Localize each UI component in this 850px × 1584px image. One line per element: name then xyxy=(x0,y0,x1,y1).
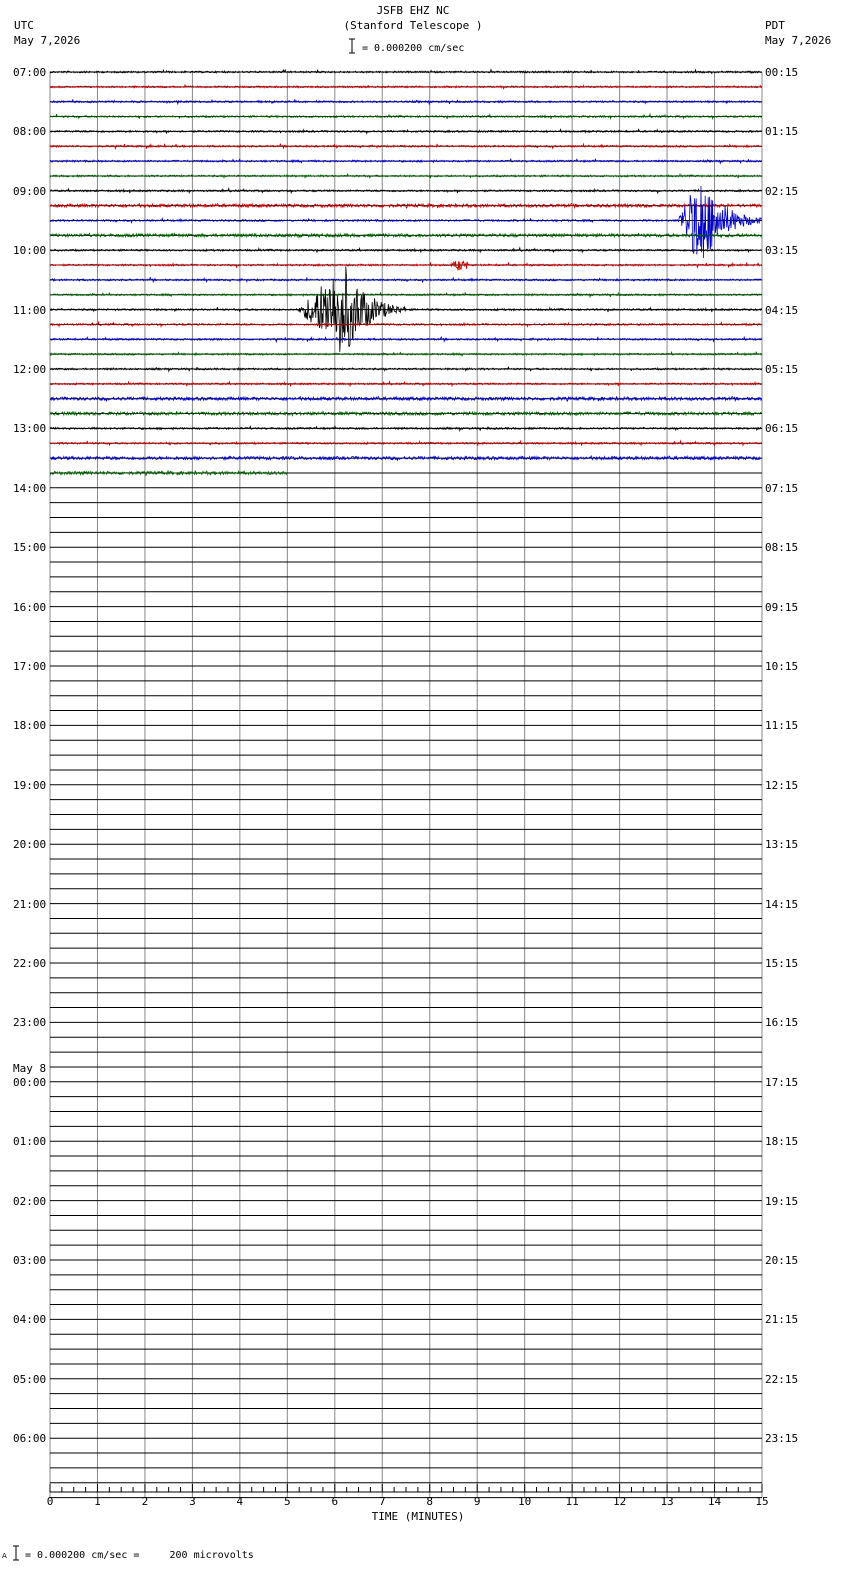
pdt-time-label: 12:15 xyxy=(765,778,799,792)
x-tick-label: 15 xyxy=(755,1495,769,1508)
right-date: May 7,2026 xyxy=(765,34,832,47)
utc-time-label: 14:00 xyxy=(13,481,47,495)
pdt-time-label: 13:15 xyxy=(765,838,799,852)
footer-scale-text: = 0.000200 cm/sec = 200 microvolts xyxy=(25,1550,254,1561)
utc-time-label: 09:00 xyxy=(13,184,47,198)
pdt-time-label: 14:15 xyxy=(765,897,799,911)
x-tick-label: 11 xyxy=(565,1495,579,1508)
utc-time-label: 07:00 xyxy=(13,66,47,79)
utc-time-label: 22:00 xyxy=(13,957,47,970)
pdt-time-label: 06:15 xyxy=(765,422,799,436)
utc-time-label: 17:00 xyxy=(13,660,47,673)
pdt-time-label: 00:15 xyxy=(765,66,799,79)
utc-time-label: 00:00 xyxy=(13,1075,47,1089)
scale-label: = 0.000200 cm/sec xyxy=(362,43,465,54)
utc-time-label: 11:00 xyxy=(13,303,47,317)
x-tick-label: 3 xyxy=(189,1495,196,1508)
utc-time-label: 16:00 xyxy=(13,600,47,614)
pdt-time-label: 15:15 xyxy=(765,957,799,970)
right-timezone: PDT xyxy=(765,19,785,32)
trace-row-13 xyxy=(50,261,762,270)
x-axis xyxy=(47,1484,769,1508)
utc-time-label: 15:00 xyxy=(13,541,47,555)
utc-time-label: 06:00 xyxy=(13,1432,47,1446)
trace-row-18 xyxy=(50,337,762,342)
utc-time-label: 21:00 xyxy=(13,897,47,911)
x-tick-label: 5 xyxy=(284,1495,291,1508)
x-tick-label: 9 xyxy=(473,1495,481,1508)
trace-group xyxy=(50,70,762,476)
utc-time-label: 01:00 xyxy=(13,1135,47,1149)
pdt-time-label: 19:15 xyxy=(765,1194,799,1208)
pdt-time-label: 18:15 xyxy=(765,1135,799,1149)
x-tick-label: 10 xyxy=(518,1495,532,1508)
trace-row-9 xyxy=(50,203,762,208)
utc-date-label: May 8 xyxy=(13,1061,47,1075)
trace-row-8 xyxy=(50,188,762,193)
x-tick-label: 0 xyxy=(46,1495,54,1508)
pdt-time-label: 03:15 xyxy=(765,244,799,258)
x-tick-label: 8 xyxy=(426,1495,434,1508)
station-subtitle: (Stanford Telescope ) xyxy=(343,19,483,32)
x-tick-label: 1 xyxy=(94,1495,101,1508)
utc-time-label: 04:00 xyxy=(13,1313,47,1327)
x-tick-label: 4 xyxy=(236,1495,244,1508)
pdt-time-label: 22:15 xyxy=(765,1372,799,1386)
trace-row-22 xyxy=(50,396,762,401)
pdt-time-label: 04:15 xyxy=(765,303,799,317)
pdt-time-label: 17:15 xyxy=(765,1075,799,1089)
trace-row-1 xyxy=(50,85,762,89)
pdt-time-label: 11:15 xyxy=(765,719,799,733)
utc-time-label: 02:00 xyxy=(13,1194,47,1208)
pdt-time-label: 07:15 xyxy=(765,481,799,495)
x-tick-label: 13 xyxy=(660,1495,674,1508)
x-tick-label: 6 xyxy=(331,1495,339,1508)
x-axis-title: TIME (MINUTES) xyxy=(371,1510,465,1523)
left-date: May 7,2026 xyxy=(14,34,81,47)
pdt-time-label: 23:15 xyxy=(765,1432,799,1446)
pdt-time-label: 16:15 xyxy=(765,1016,799,1030)
trace-row-2 xyxy=(50,99,762,104)
pdt-time-label: 01:15 xyxy=(765,125,799,139)
utc-time-label: 03:00 xyxy=(13,1254,47,1267)
pdt-time-label: 10:15 xyxy=(765,660,799,673)
pdt-time-label: 08:15 xyxy=(765,541,799,555)
utc-time-label: 12:00 xyxy=(13,363,47,376)
trace-row-25 xyxy=(50,441,762,446)
pdt-time-label: 02:15 xyxy=(765,184,799,198)
left-timezone: UTC xyxy=(14,19,34,32)
trace-row-10 xyxy=(50,186,762,258)
footer-scale-icon xyxy=(2,1545,20,1561)
utc-time-label: 08:00 xyxy=(13,125,47,139)
utc-time-label: 10:00 xyxy=(13,244,47,258)
x-tick-label: 7 xyxy=(378,1495,386,1508)
plot-grid xyxy=(50,72,762,1498)
x-tick-label: 2 xyxy=(141,1495,149,1508)
x-tick-label: 14 xyxy=(707,1495,722,1508)
pdt-time-label: 20:15 xyxy=(765,1254,799,1267)
utc-time-label: 20:00 xyxy=(13,838,47,852)
utc-time-label: 18:00 xyxy=(13,719,47,733)
x-tick-label: 12 xyxy=(612,1495,627,1508)
utc-time-label: 19:00 xyxy=(13,778,47,792)
pdt-time-label: 09:15 xyxy=(765,600,799,614)
svg-text:A: A xyxy=(2,1552,7,1560)
station-title: JSFB EHZ NC xyxy=(376,4,450,17)
utc-time-label: 05:00 xyxy=(13,1372,47,1386)
trace-row-17 xyxy=(50,322,762,327)
trace-row-5 xyxy=(50,144,762,149)
utc-time-label: 23:00 xyxy=(13,1016,47,1030)
pdt-time-label: 05:15 xyxy=(765,363,799,376)
pdt-time-label: 21:15 xyxy=(765,1313,799,1327)
trace-row-24 xyxy=(50,426,762,431)
utc-time-label: 13:00 xyxy=(13,422,47,436)
